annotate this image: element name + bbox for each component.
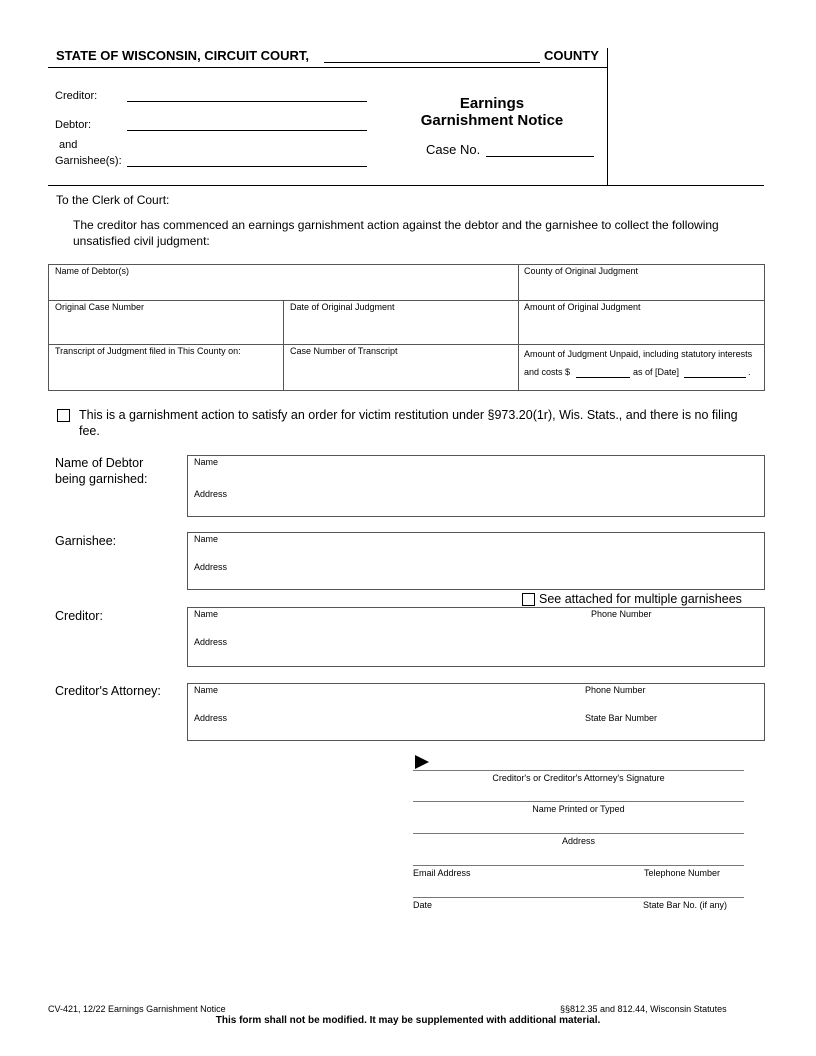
header-bottom-rule bbox=[48, 185, 764, 186]
intro-statement: The creditor has commenced an earnings garnishment action against the debtor and the garnishee to collect the following unsatisfied civil judgment: bbox=[73, 218, 719, 248]
date-bar-line[interactable] bbox=[413, 897, 744, 898]
multiple-garnishees-checkbox[interactable] bbox=[522, 593, 535, 606]
county-original-cell[interactable]: County of Original Judgment bbox=[524, 266, 639, 276]
case-no-line[interactable] bbox=[486, 156, 594, 157]
form-title-2: Garnishment Notice bbox=[420, 112, 564, 129]
form-title-1: Earnings bbox=[459, 95, 525, 112]
date-label: Date bbox=[413, 900, 433, 910]
creditor-box[interactable] bbox=[187, 607, 765, 667]
garnishee-label: Garnishee(s): bbox=[55, 155, 122, 167]
multiple-garnishees-label: See attached for multiple garnishees bbox=[539, 592, 742, 606]
attorney-section-label: Creditor's Attorney: bbox=[55, 684, 161, 698]
amount-unpaid-costs-label: and costs $ bbox=[524, 367, 571, 377]
debtor-name-field[interactable]: Name bbox=[194, 457, 219, 467]
table-row-divider-1 bbox=[48, 300, 765, 301]
garnishee-name-field[interactable]: Name bbox=[194, 534, 219, 544]
footer-statutes: §§812.35 and 812.44, Wisconsin Statutes bbox=[560, 1004, 727, 1014]
table-col-divider-1 bbox=[283, 300, 284, 391]
attorney-box[interactable] bbox=[187, 683, 765, 741]
amount-unpaid-costs-line[interactable] bbox=[576, 377, 630, 378]
attorney-phone-field[interactable]: Phone Number bbox=[585, 685, 646, 695]
address-label: Address bbox=[561, 836, 596, 846]
creditor-label: Creditor: bbox=[55, 90, 98, 102]
restitution-text: This is a garnishment action to satisfy an order for victim restitution under §973.20(1r), Wis. Stats., and there is no filing fee. bbox=[79, 408, 738, 438]
header-right-rule bbox=[607, 48, 608, 185]
garnishee-section-label: Garnishee: bbox=[55, 534, 117, 548]
debtor-box[interactable] bbox=[187, 455, 765, 517]
name-printed-label: Name Printed or Typed bbox=[532, 804, 625, 814]
creditor-section-label: Creditor: bbox=[55, 609, 103, 623]
debtor-address-field[interactable]: Address bbox=[194, 489, 228, 499]
creditor-line[interactable] bbox=[127, 101, 367, 102]
header-top-rule bbox=[48, 67, 608, 68]
name-printed-line[interactable] bbox=[413, 801, 744, 802]
attorney-state-bar-field[interactable]: State Bar Number bbox=[585, 713, 658, 723]
signature-arrow-icon bbox=[415, 755, 429, 769]
email-phone-line[interactable] bbox=[413, 865, 744, 866]
garnishee-address-field[interactable]: Address bbox=[194, 562, 228, 572]
to-clerk: To the Clerk of Court: bbox=[56, 193, 170, 207]
amount-unpaid-date-line[interactable] bbox=[684, 377, 746, 378]
court-header-county: COUNTY bbox=[544, 48, 599, 63]
table-col-divider-2 bbox=[518, 264, 519, 391]
amount-unpaid-label: Amount of Judgment Unpaid, including statutory interests bbox=[524, 349, 753, 359]
debtor-line[interactable] bbox=[127, 130, 367, 131]
state-bar-label: State Bar No. (if any) bbox=[643, 900, 728, 910]
original-case-number-cell[interactable]: Original Case Number bbox=[55, 302, 145, 312]
signature-line[interactable] bbox=[413, 770, 744, 771]
amount-unpaid-period: . bbox=[748, 367, 751, 377]
creditor-address-field[interactable]: Address bbox=[194, 637, 228, 647]
footer-form-id: CV-421, 12/22 Earnings Garnishment Notice bbox=[48, 1004, 226, 1014]
table-row-divider-2 bbox=[48, 344, 765, 345]
footer-notice: This form shall not be modified. It may be supplemented with additional material. bbox=[215, 1015, 601, 1026]
restitution-checkbox[interactable] bbox=[57, 409, 70, 422]
signature-label: Creditor's or Creditor's Attorney's Signature bbox=[492, 773, 665, 783]
debtor-garnished-label-2: being garnished: bbox=[55, 472, 148, 486]
garnishee-box[interactable] bbox=[187, 532, 765, 590]
creditor-name-field[interactable]: Name bbox=[194, 609, 219, 619]
garnishee-line[interactable] bbox=[127, 166, 367, 167]
county-blank[interactable] bbox=[324, 62, 540, 63]
attorney-name-field[interactable]: Name bbox=[194, 685, 219, 695]
address-line[interactable] bbox=[413, 833, 744, 834]
and-label: and bbox=[59, 139, 78, 151]
amount-original-cell[interactable]: Amount of Original Judgment bbox=[524, 302, 641, 312]
debtor-label: Debtor: bbox=[55, 119, 92, 131]
attorney-address-field[interactable]: Address bbox=[194, 713, 228, 723]
debtor-names-cell[interactable]: Name of Debtor(s) bbox=[55, 266, 130, 276]
court-header: STATE OF WISCONSIN, CIRCUIT COURT, bbox=[56, 48, 310, 63]
debtor-garnished-label-1: Name of Debtor bbox=[55, 456, 144, 470]
transcript-filed-cell[interactable]: Transcript of Judgment filed in This County on: bbox=[55, 346, 241, 356]
creditor-phone-field[interactable]: Phone Number bbox=[591, 609, 652, 619]
date-original-cell[interactable]: Date of Original Judgment bbox=[290, 302, 395, 312]
case-number-transcript-cell[interactable]: Case Number of Transcript bbox=[290, 346, 398, 356]
telephone-label: Telephone Number bbox=[644, 868, 721, 878]
case-no-label: Case No. bbox=[426, 142, 481, 157]
amount-unpaid-asof-label: as of [Date] bbox=[633, 367, 680, 377]
email-label: Email Address bbox=[413, 868, 471, 878]
